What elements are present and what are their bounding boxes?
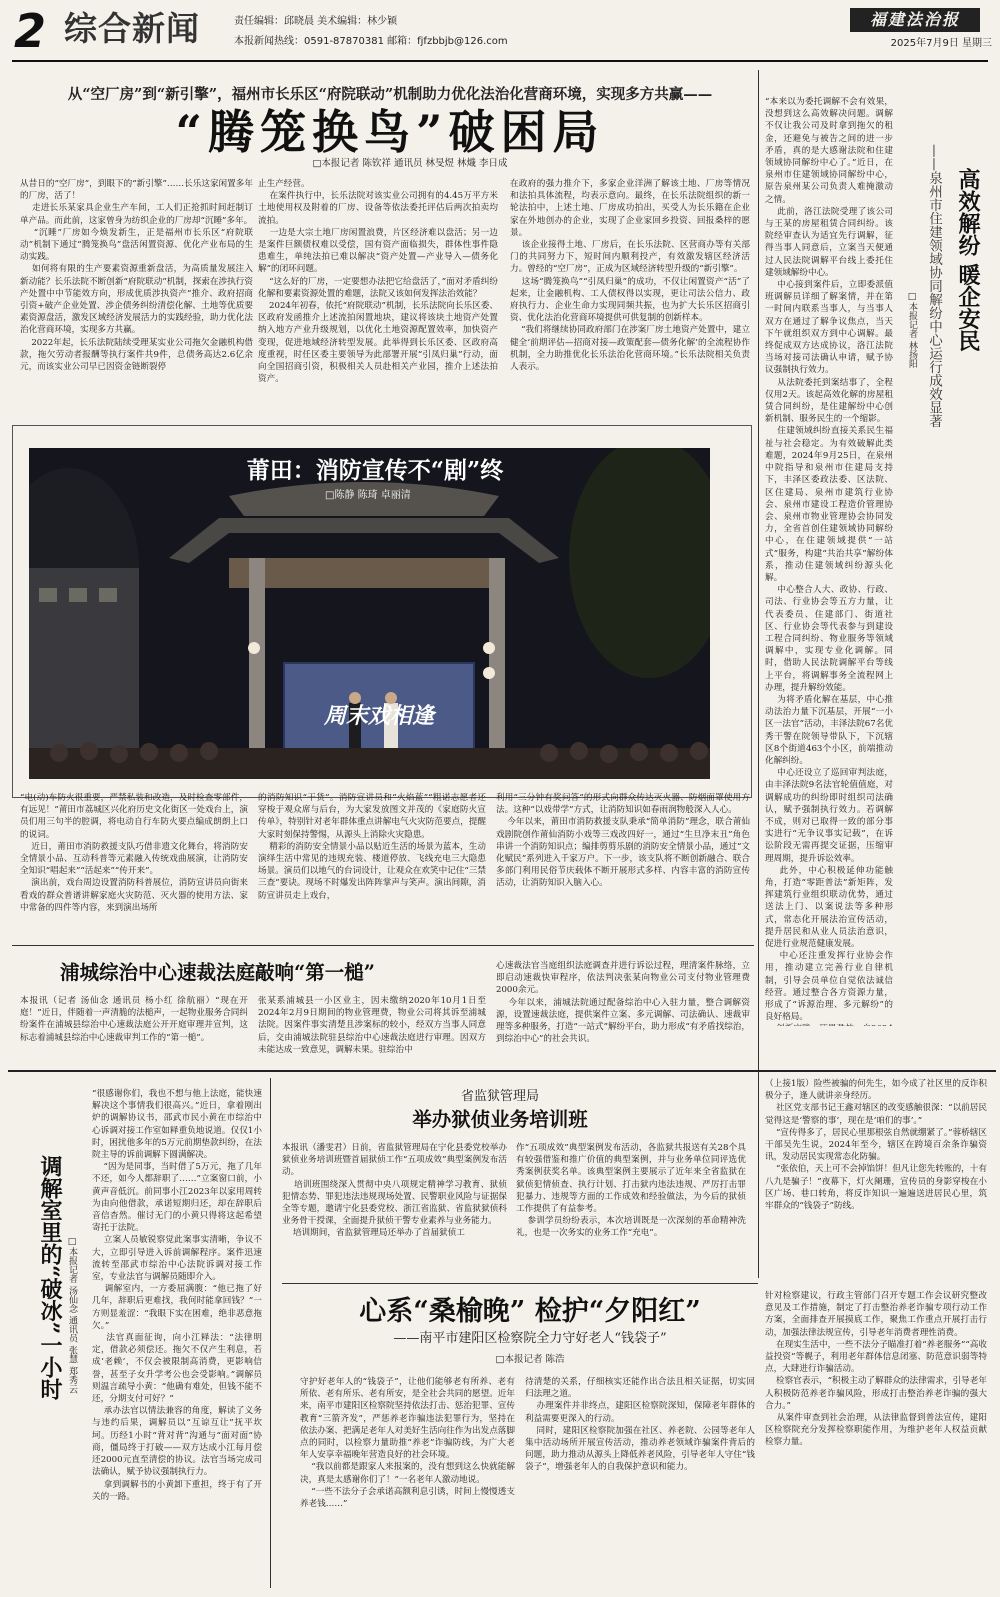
xinxi-subtitle: ——南平市建阳区检察院全力守好老人“钱袋子” [393,1331,667,1346]
stage-banner-text: 周末戏相逢 [323,703,435,729]
right-article-title: 高效解纷 暖企安民 [955,168,981,352]
xinxi-title: 心系“桑榆晚” 检护“夕阳红” [359,1296,701,1327]
photo-article-column-3: 利用“三分钟有奖问答”的形式向群众传达灭火器、防烟面罩使用方法。这种“以戏带学”方式，让消防知识如春雨润物般深入人心。 今年以来，莆田市消防救援支队秉承“简单消防”理念，联合莆仙戏剧院创作莆仙消防小戏等三戏改四好一，通过“生旦净末丑”角色串讲一个消防知识点；编排剪剪乐剧的消防安全情景小品，通过“文化赋民”系列进入千家万户。下一步，该支队将不断创新融合、联合多部门利用民俗节庆载体不断开展形式多样、内容丰富的消防宣传活动，让消防知识入脑入心。 [496,793,750,889]
lead-headline: “腾笼换鸟”破困局 [175,105,605,159]
prison-column-2: 作“五项成效”典型案例发布活动，各监狱共报送有关28个具有较强借鉴和推广价值的典型案例，并与业务单位同评选优秀案例获奖名单。该典型案例主要展示了近年来全省监狱在狱侦犯情侦查、执行计划、打击狱内违法违规、严厉打击罪犯暴力、违规等方面的工作成效和经验做法，为今后的狱侦工作提供了有益参考。 参训学员纷纷表示，本次培训既是一次深刻的革命精神洗礼，也是一次务实的业务工作“充电”。 [516,1143,746,1239]
photo-article-column-1: “电(动)车防火很重要，严禁私装和改造，及时检查零部件，有远见！”莆田市荔城区兴化府历史文化街区一处戏台上，演员们用三句半的腔调，将电动自行车防火要点编成朗朗上口的说词。 近日，莆田市消防救援支队巧借非遗文化舞台，将消防安全情景小品、互动科普等元素融入传统戏曲展演，让消防安全知识“唱起来”“活起来”“传开来”。 演出前，戏台周边设置消防科普展位，消防宣讲员向街来看戏的群众普谱讲解家庭火灾防范、灭火器的使用方法、家中常备的四件等内容，来到演出场所 [20,793,248,913]
lead-byline: □本报记者 陈钦祥 通讯员 林旻煜 林熾 李日成 [312,158,508,169]
editors-credit: 责任编辑：邱晓晨 美术编辑：林少颖 [234,16,398,27]
issue-date: 2025年7月9日 星期三 [890,38,992,49]
pucheng-top-rule [12,945,754,946]
continuation-column: （上接1版）险些被骗的何先生，如今成了社区里的反诈积极分子，逢人就讲亲身经历。 社区党支部书记王鑫对辖区的改变感触很深：“以前居民觉得这是‘警察的事’，现在是‘咱们的事’。” “宣传得多了，居民心里那根弦自然就绷紧了。”蓉桥辖区干部吴先生说，2024年至今，辖区在跨境百余条诈骗资讯，发动居民实现常态化防骗。 “张依伯，天上可不会掉馅饼！但凡让您先转账的，十有八九是骗子！”夜幕下，灯火阑珊，宣传员的身影穿梭在小区广场、巷口转角，将反诈知识一遍遍送进居民心里，筑牢群众的“钱袋子”防线。 [765,1079,987,1212]
tiaojie-title: 调解室里的“破冰”一小时 [37,1155,63,1401]
news-hotline: 本报新闻热线：0591-87870381 邮箱：fjfzbbjb@126.com [234,36,508,47]
page-number: 2 [14,4,47,58]
pucheng-column-1: 本报讯（记者 汤仙念 通讯员 杨小红 徐航丽）“现在开庭！”近日，伴随着一声清脆的法槌声，一起物业服务合同纠纷案件在浦城县综治中心速裁法庭公开开庭审理并宣判，这标志着浦城县综治中心速裁审判工作的“第一槌”。 [20,996,248,1043]
right-article-body: “本来以为委托调解不会有效果，没想到这么高效解决问题。调解不仅让我公司及时拿到拖欠的租金，还避免与被告之间的进一步矛盾，真的是大感谢法院和住建领域协同解纷中心了。”近日，在泉州市住建领域协同解纷中心，原告泉州某公司负责人难掩激动之情。 此前，洛江法院受理了该公司与王某的房屋租赁合同纠纷。该院经审查认为适宜先行调解，征得当事人同意后，立案当天便通过人民法院调解平台线上委托住建领域解纷中心。 中心接到案件后，立即委派值班调解员详细了解案情，并在第一时间内联系当事人，与当事人双方在通过了解争议焦点，当天下午就组织双方到中心调解。最终促成双方达成协议，洛江法院当场对接司法确认申请，赋予协议强制执行效力。 从法院委托到案结事了，全程仅用2天。该起高效化解的房屋租赁合同纠纷，是住建解纷中心创新机制、服务民生的一个缩影。 住建领域纠纷直接关系民生福祉与社会稳定。为有效破解此类难题，2024年9月25日，在泉州中院指导和泉州市住建局支持下，丰泽区委政法委、区法院、区住建局、泉州市建筑行业协会、泉州市建设工程造价管理协会、泉州市物业管理协会协同发力，全省首创住建领域协同解纷中心，在住建领域提供“一站式”服务，构建“共治共享”解纷体系，推动住建领域纠纷源头化解。 中心整合人大、政协、行政、司法、行业协会等五方力量，让代表委员、住建部门、街道社区、行业协会等代表参与到建设工程合同纠纷、物业服务等领域调解中，实现专业化调解。同时，借助人民法院调解平台等线上平台，将调解事务全流程网上办理，提升解纷效能。 为将矛盾化解在基层，中心推动法治力量下沉基层，开展“一小区一法官”活动，丰泽法院67名优秀干警在院领导带队下，下沉辖区8个街道463个小区，前端推动化解纠纷。 中心还设立了巡回审判法庭，由丰泽法院9名法官轮值值庭，对调解成功的纠纷即时组织司法确认，赋予强制执行效力。若调解不成，则对已取得一致的部分事实进行“无争议事实记载”，在诉讼阶段无需再提交证据，压缩审理周期，提升诉讼效率。 此外，中心积极延伸功能触角，打造“零距普法”新矩阵，发挥建筑行业组织联动优势，通过送法上门、以案说法等多种形式，常态化开展法治宣传活动，提升居民和从业人员法治意识，促进行业规范健康发展。 中心还注重发挥行业协会作用，推动建立完善行业自律机制，引导会员单位自觉依法诚信经营。通过整合各方资源力量，形成了“诉源治理、多元解纷”的良好格局。 [765,97,893,1023]
section-title: 综合新闻 [64,9,200,48]
prison-title: 举办狱侦业务培训班 [412,1108,588,1131]
xinxi-column-1: 守护好老年人的“钱袋子”，让他们能够老有所养、老有所依、老有所乐、老有所安，是全社会共同的愿望。近年来，南平市建阳区检察院坚持依法打击、惩治犯罪、宣传教育“三箭齐发”，严惩养老诈骗违法犯罪行为，坚持在依法办案、把满足老年人对美好生活向往作为出发点落脚点的同时，以检察力量助推“养老”诈骗防线，为广大老年人安享幸福晚年营造良好的社会环境。 “我以前都是跟家人来报案的，没有想到这么快就能解决，真是太感谢你们了！”一名老年人激动地说。 “一些不法分子会承诺高额利息引诱，时间上慢慢透支养老钱……” [300,1377,515,1510]
prison-column-1: 本报讯（潘雯君）日前，省监狱管理局在宁化县委党校举办狱侦业务培训班暨首届狱侦工作“五项成效”典型案例发布活动。 培训班围绕深入贯彻中央八项规定精神学习教育、狱侦犯情态势、罪犯违法违规现场处置、民警职业风险与证据保全等专题，邀请宁化县委党校、浙江省监狱、省监狱狱侦科业务骨干授课，全面提升狱侦干警专业素养与业务能力。 培训期间，省监狱管理局还举办了首届狱侦工 [282,1143,507,1239]
header-rule [12,60,988,62]
photo-article-column-2: 的消防知识“干货”。消防宣讲员和“火焰蓝”“粗诺志愿者还穿梭于观众席与后台，为大家发放图文并茂的《家庭防火宣传单》，特别针对老年群体重点讲解电气火灾防范要点，提醒大家时刻保持警惕，从源头上消除火灾隐患。 精彩的消防安全情景小品以贴近生活的场景为蓝本，生动演绎生活中常见的违规充装、楼道停放、飞线充电三大隐患场景。演员们以地气的台词设计，让观众在欢笑中记住“三禁三查”要诀。现场不时爆发出阵阵掌声与笑声。演出间隙，消防宣讲员走上戏台， [258,793,486,901]
tiaojie-column-1: “很感谢你们，我也不想与他上法庭，能快速解决这个事情我们很高兴。”近日，拿着刚出炉的调解协议书，邵武市民小黄在市综治中心诉调对接工作室如释重负地说道。仅仅1小时，困扰他多年的5万元前期垫款纠纷，在法院主导的诉前调解下圆满解决。 “因为是同事，当时借了5万元，拖了几年不还，如今人都辞职了……”立案窗口前，小黄声音低沉。前同事小江2023年以家用周转为由向他借款，承诺短期归还，却在辞职后音信杳然。催讨无门的小黄只得将这起希望寄托于法院。 立案人员敏锐察觉此案事实清晰，争议不大，立即引导进入诉前调解程序。案件迅速流转至邵武市综治中心法院诉调对接工作室，专业法官与调解员随即介入。 调解室内，一方委屈满腹：“他已拖了好几年，辞职后更难找，我何时能拿回钱？”一方则显羞涩：“我眼下实在困难，绝非恶意拖欠。” 法官真面征询，向小江释法：“法律明定，借款必须偿还。拖欠不仅产生利息，若成‘老赖’，不仅会被限制高消费，更影响信誉，甚至子女升学考公也会受影响。”调解员则温言疏导小黄：“他确有难处，但钱不能不还，分期支付可好？” 承办法官以情法兼容的角度，解读了义务与违约后果，调解员以“互谅互让”抚平坎坷。历经1小时“背对背”沟通与“面对面”协商，僵局终于打破——双方达成小江每月偿还2000元直至清偿的协议。法官当场完成司法确认，赋予协议强制执行力。 拿到调解书的小黄卸下重担，终于有了开关的一路。 [92,1089,262,1502]
lead-column-3: 在政府的强力推介下，多家企业洋洲了解该土地、厂房等情况和法拍具体流程，均表示意向。最终，在长乐法院组织的新一轮法拍中，上述土地、厂房成功拍出，买受人为长乐籍在企业家在外地创办的企业，实现了企业家回乡投资、回报桑梓的愿景。 该企业接得土地、厂房后，在长乐法院、区营商办等有关部门的共同努力下，短时间内顺利投产，有效激发辖区经济活力。曾经的“空厂房”，正成为区域经济转型升级的“新引擎”。 这场“腾笼换鸟”“引凤归巢”的成功，不仅让闲置资产“活”了起来，让金融机构、工人债权得以实现，更让司法公信力、政府执行力、企业生命力实现同频共振，也为扩大长乐区招商引资、优化法治化营商环境提供可供复制的创新样本。 “我们将继续协同政府部门在涉案厂房土地资产处置中，建立健全‘前期评估—招商对接—政策配套—债务化解’的全流程协作机制，全力助推优化长乐法治化营商环境。”长乐法院相关负责人表示。 [510,179,750,373]
pucheng-title: 浦城综治中心速裁法庭敲响“第一槌” [60,961,375,984]
pucheng-column-2: 张某系浦城县一小区业主，因未缴纳2020年10月1日至2024年2月9日期间的物业管理费，物业公司将其诉至浦城法院。因案件事实清楚且涉案标的较小，经双方当事人同意后，交由浦城法院驻县综治中心速裁法庭进行审理。因双方未能达成一致意见，调解未果。驻综治中 [258,996,486,1055]
tiaojie-byline: □本报记者 汤仙念 通讯员 张慧 郑秀云 [67,1237,77,1394]
lead-column-1: 从昔日的“空厂房”，到眼下的“新引擎”……长乐这家闲置多年的厂房，活了！ 走进长乐某家具企业生产车间，工人们正抢抓时间赶制订单产品。而此前，这家曾身为纺织企业的厂房却“沉睡”多年。 “沉睡”厂房如今焕发新生，正是福州市长乐区“府院联动”机制下通过“腾笼换鸟”盘活闲置资源、优化产业布局的生动实践。 如何将有限的生产要素资源重新盘活，为高质量发展注入新动能？长乐法院不断创新“府院联动”机制，探索在涉执行资产处置中中节能效方向，形成优质涉执资产“推介、政府招商引资+破产企业处置、涉企债务纠纷清偿化解、土地等优质要素资源盘活，激发区域经济发展活力的实践经验，助力优化法治化营商环境，实现多方共赢。 2022年起，长乐法院陆续受理某实业公司拖欠金融机构借款，拖欠劳动者报酬等执行案件共9件，总债务高达2.6亿余元，而该实业公司早已因资金链断裂停 [20,179,253,373]
xinxi-byline: □本报记者 陈浩 [495,1354,565,1365]
photo-article-title: 莆田：消防宣传不“剧”终 [246,457,504,484]
photo-article-byline: □陈静 陈琦 卓丽清 [325,490,411,501]
xinxi-top-rule [282,1283,758,1284]
prison-kicker: 省监狱管理局 [460,1089,539,1104]
tiaojie-divider [270,1078,271,1588]
lead-column-2: 止生产经营。 在案件执行中，长乐法院对该实业公司拥有的4.45万平方米土地使用权及附着的厂房、设备等依法委托评估后两次拍卖均流拍。 一边是大宗土地厂房闲置浪费，片区经济难以盘活；另一边是案件巨额债权难以受偿，国有资产面临损失，群体性事件隐患难生，单纯法拍已难以解决“资产处置—产业导入—债务化解”的闭环问题。 “这么好的厂房，一定要想办法把它给盘活了，”面对矛盾纠纷化解和要素资源处置的难题，法院又该如何发挥法治效能？ 2024年初春，依托“府院联动”机制，长乐法院向长乐区委、区政府发函推介上述流拍闲置地块，建议将该块土地资产处置纳入地方产业升级规划，以优化土地资源配置效率，加快资产变现，促进地域经济转型发展。此举得到长乐区委、区政府高度重视，时任区委主要领导为此部署开展“引凤归巢”行动，面向全国招商引资，积极相关人员赴相关产业园，推介上述法拍资产。 [258,179,498,385]
lead-kicker: 从“空厂房”到“新引擎”，福州市长乐区“府院联动”机制助力优化法治化营商环境，实现多方共赢—— [67,86,713,103]
right-article-subtitle: ——泉州市住建领域协同解纷中心运行成效显著 [926,144,942,428]
column-divider [758,70,759,1080]
xinxi-column-3: 针对检察建议，行政主管部门召开专题工作会议研究整改意见及工作措施，制定了打击整治养老诈骗专项行动工作方案，全面排查开展摸底工作，聚焦工作重点开展打击行动，加强法律法规宣传，引导老年消费者理性消费。 在现实生活中，一些不法分子瞄准打着“养老服务”“高收益投资”等幌子，利用老年群体信息闭塞、防范意识弱等特点，大肆进行诈骗活动。 检察官表示，“积极主动了解群众的法律需求，引导老年人积极防范养老诈骗风险，形成打击整治养老诈骗的强大合力。” 从案件审查到社会治理，从法律监督到普法宣传，建阳区检察院充分发挥检察职能作用，为维护老年人权益贡献检察力量。 [765,1291,987,1448]
pucheng-column-3: 心速裁法官当庭组织法庭调查并进行诉讼过程，理清案件脉络，立即启动速裁快审程序，依法判决张某向物业公司支付物业管理费2000余元。 今年以来，浦城法院通过配备综治中心入驻力量，整合调解资源，设置速裁法庭，提供案件立案、多元调解、司法确认、速裁审理等多种服务，打造“一站式”解纷平台，助力形成“有矛盾找综治，到综治中心”的社会共识。 [496,961,750,1045]
continuation-divider [758,1078,759,1278]
newspaper-masthead: 福建法治报 [850,8,980,32]
right-article-byline: □本报记者 林扬阳 [907,292,917,368]
xinxi-column-2: 待清楚的关系，仔细核实还能作出合法且相关证据，切实回归法理之道。 办理案件并非终点，建阳区检察院深知，保障老年群体的利益需要更深入的行动。 同时，建阳区检察院加强在社区、养老院、公园等老年人集中活动场所开展宣传活动，推动养老领域诈骗案件背后的问题，助力推动从源头上降低养老风险，引导老年人守住“钱袋子”，增强老年人的自我保护意识和能力。 [525,1377,755,1473]
lower-section-rule [8,1070,996,1072]
